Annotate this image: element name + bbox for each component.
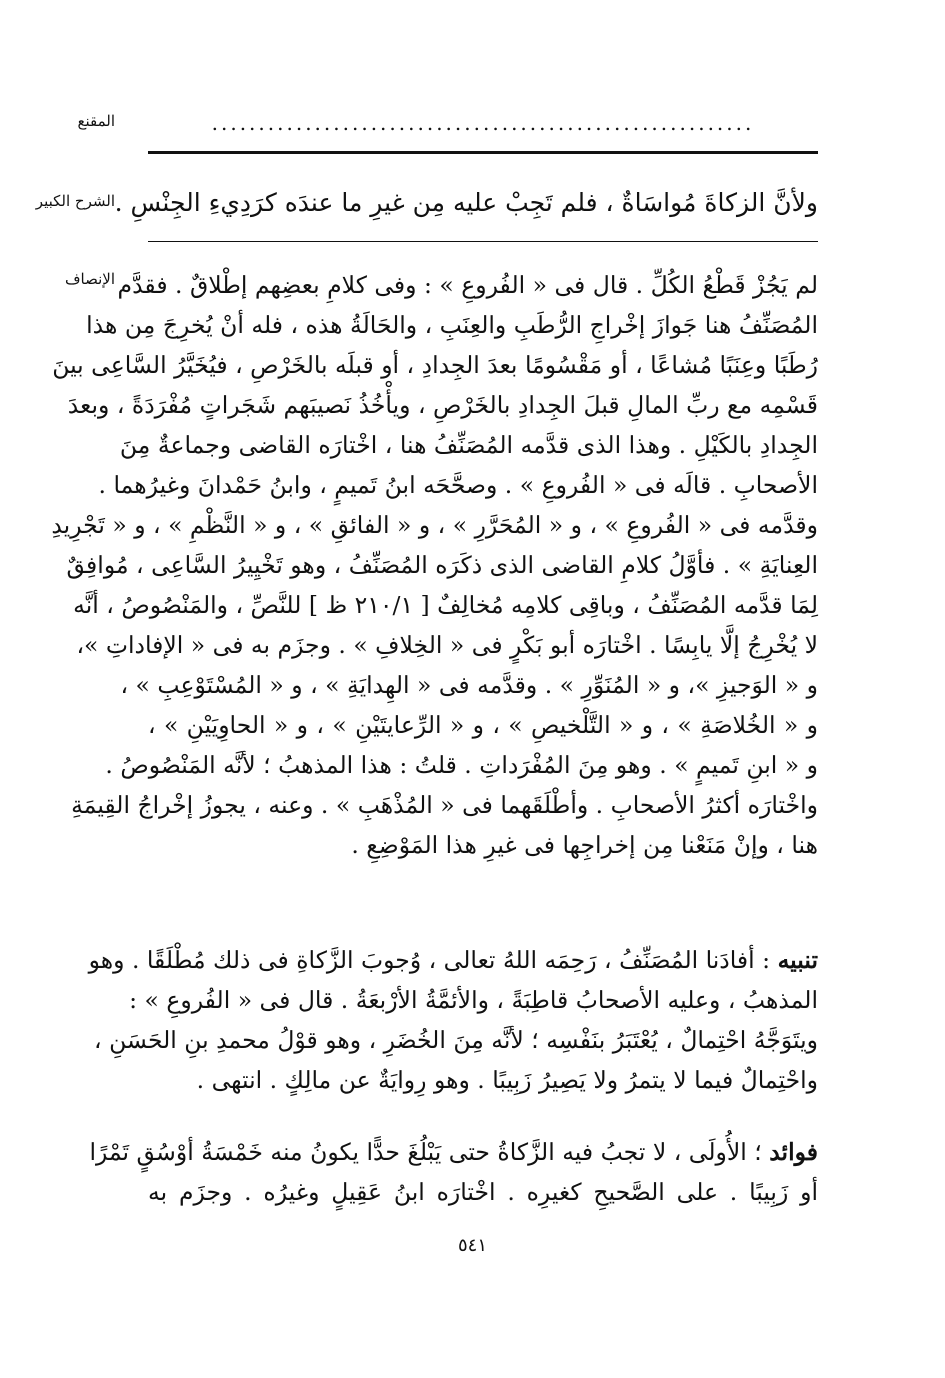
sharh-text: ولأنَّ الزكاةَ مُواسَاةٌ ، فلم تَجِبْ عليه مِن غيرِ ما عندَه كرَدِيءِ الجِنْسِ .	[114, 188, 818, 217]
text-line: أو زَبِيبًا . على الصَّحيحِ كغيرِه . اخْتارَه ابنُ عَقِيلٍ وغيرُه . وجزَم به	[148, 1178, 818, 1206]
text-line: رُطَبًا وعِنَبًا مُشاعًا ، أو مَقْسُومًا بعدَ الجِدادِ ، أو قبلَه بالخَرْصِ ، فيُخَيَّرُ السَّاعِى بينَ	[52, 351, 818, 379]
margin-label-sharh: الشرح الكبير	[35, 192, 115, 210]
text-line: و « ابنِ تَميمٍ » . وهو مِنَ المُفْرَداتِ . قلتُ : هذا المذهبُ ؛ لأنَّه المَنْصُوصُ .	[105, 751, 818, 779]
text-line: الجِدادِ بالكَيْلِ . وهذا الذى قدَّمه المُصَنِّفُ هنا ، اخْتارَه القاضى وجماعةٌ مِنَ	[119, 431, 818, 459]
fawaid-paragraph	[89, 1132, 818, 1212]
text-line	[89, 1132, 818, 1172]
text-line	[88, 940, 818, 980]
text-line: و « الخُلاصَةِ » ، و « التَّلْخيصِ » ، و « الرِّعايتَيْنِ » ، و « الحاوِيَيْنِ » ،	[148, 711, 818, 739]
section-divider-thin	[148, 241, 818, 242]
text-line: قَسْمِه مع ربِّ المالِ قبلَ الجِدادِ بالخَرْصِ ، ويأْخُذُ نَصيبَهم شَجَراتٍ مُفْرَدَةً ، وبعدَ	[67, 391, 818, 419]
text-line: المذهبُ ، وعليه الأصحابُ قاطِبَةً ، والأئمَّةُ الأرْبعَةُ . قال فى « الفُروعِ » :	[129, 986, 818, 1014]
text-line: و « الوَجيزِ »، و « المُنَوِّرِ » . وقدَّمه فى « الهِدايَةِ » ، و « المُسْتَوْعِبِ » ،	[120, 671, 818, 699]
fawaid-first-line: ؛ الأُولَى ، لا تجبُ فيه الزَّكاةُ حتى يَبْلُغَ حدًّا يكونُ منه خَمْسَةُ أوْسُقٍ تَمْرًا	[89, 1138, 762, 1166]
tanbih-first-line: : أفادَنا المُصَنِّفُ ، رَحِمَه اللهُ تعالى ، وُجوبَ الزَّكاةِ فى ذلك مُطْلَقًا . وهو	[88, 946, 771, 974]
text-line: لا يُخْرِجُ إلَّا يابِسًا . اخْتارَه أبو بَكْرٍ فى « الخِلافِ » . وجزَم به فى « الإفاداتِ »،	[76, 631, 818, 659]
text-line: واحْتِمالٌ فيما لا يتمرُ ولا يَصِيرُ زَبِيبًا . وهو رِوايَةٌ عن مالِكٍ . انتهى .	[196, 1066, 818, 1094]
margin-label-insaf: الإنصاف	[64, 270, 115, 288]
fawaid-label: فوائد	[769, 1138, 818, 1166]
text-line: لِمَا قدَّمه المُصَنِّفُ ، وباقِى كلامِه مُخالِفٌ [ ٢١٠/١ ظ ] للنَّصِّ ، والمَنْصُوصُ ، أنَّه	[73, 591, 818, 619]
text-line: واخْتارَه أكثرُ الأصحابِ . وأطْلَقَهما فى « المُذْهَبِ » . وعنه ، يجوزُ إخْراجُ القِيمَةِ	[71, 791, 818, 819]
text-line: الأصحابِ . قالَه فى « الفُروعِ » . وصحَّحَه ابنُ تَميمٍ ، وابنُ حَمْدانَ وغيرُهما .	[98, 471, 818, 499]
text-line: العِنايَةِ » . فأوَّلُ كلامِ القاضى الذى ذكَرَه المُصَنِّفُ ، وهو تَخْيِيرُ السَّاعِى ، مُوافِقٌ	[66, 551, 818, 579]
page-number: ٥٤١	[457, 1235, 487, 1256]
text-line: هنا ، وإنْ مَنَعْنا مِن إخراجِها فى غيرِ هذا المَوْضِعِ .	[351, 831, 818, 859]
text-line: المُصَنِّفُ هنا جَوازَ إخْراجِ الرُّطَبِ والعِنَبِ ، والحَالَةُ هذه ، فله أنْ يُخرِجَ مِن هذا	[86, 311, 818, 339]
margin-label-muqni: المقنع	[77, 112, 115, 130]
tanbih-paragraph	[88, 940, 818, 1100]
text-line: وقدَّمه فى « الفُروعِ » ، و « المُحَرَّرِ » ، و « الفائقِ » ، و « النَّظْمِ » ، و « تَجْرِيدِ	[51, 511, 818, 539]
dotted-placeholder-line: ..........................................................	[211, 111, 755, 135]
text-line: لم يَجُزْ قَطْعُ الكُلِّ . قال فى « الفُروعِ » : وفى كلامِ بعضِهم إطْلاقٌ . فقدَّم	[117, 271, 818, 299]
section-divider-thick	[148, 151, 818, 154]
tanbih-label: تنبيه	[777, 946, 818, 974]
text-line: ويتَوَجَّهُ احْتِمالٌ ، يُعْتَبَرُ بنَفْسِه ؛ لأنَّه مِنَ الخُضَرِ ، وهو قوْلُ محمدِ بنِ الحَسَنِ ،	[94, 1026, 818, 1054]
